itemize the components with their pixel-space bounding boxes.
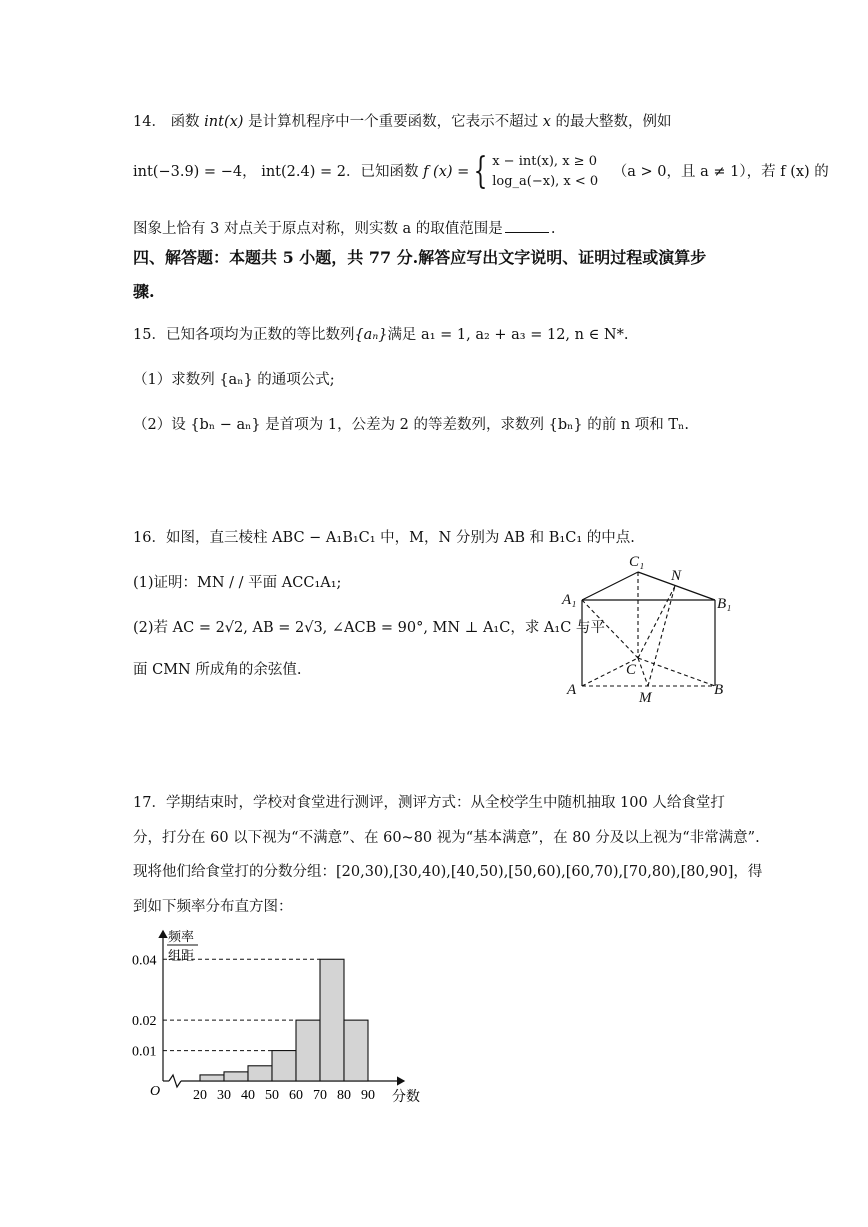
y-tick-label: 0.04 — [132, 953, 157, 969]
label-b: B — [714, 682, 724, 698]
answer-blank — [505, 218, 549, 233]
q15-part2: （2）设 {bₙ − aₙ} 是首项为 1，公差为 2 的等差数列，求数列 {bₙ} 的前 n 项和 Tₙ. — [133, 417, 689, 433]
x-tick-label: 80 — [337, 1088, 351, 1103]
x-tick-label: 90 — [361, 1088, 375, 1103]
origin-label: O — [150, 1084, 161, 1099]
histogram-bar — [272, 1051, 296, 1081]
q16-part2: (2)若 AC = 2√2, AB = 2√3, ∠ACB = 90°, MN ⊥ A₁C，求 A₁C 与平 — [133, 620, 605, 636]
label-n: N — [671, 568, 682, 584]
q14-example1: int(−3.9) = −4 — [133, 164, 243, 180]
histogram-bar — [200, 1075, 224, 1081]
label-c1: C₁ — [629, 554, 645, 570]
case-2: log_a(−x), x < 0 — [492, 174, 599, 189]
y-tick-label: 0.01 — [132, 1044, 157, 1060]
y-tick-label: 0.02 — [132, 1014, 157, 1030]
q14-sep: ， — [242, 164, 257, 180]
q14-example2: int(2.4) = 2 — [261, 164, 346, 180]
segment-cm — [638, 658, 648, 686]
q15-seq: {aₙ} — [354, 327, 388, 343]
x-tick-label: 30 — [217, 1088, 231, 1103]
q14-fx: f (x) = — [423, 164, 470, 180]
q14-condition: （a > 0，且 a ≠ 1），若 f (x) 的 — [612, 164, 829, 180]
q14-line1 — [133, 112, 671, 132]
edge-cb — [638, 658, 715, 686]
q17-line4: 到如下频率分布直方图： — [133, 899, 293, 915]
q15-part1: （1）求数列 {aₙ} 的通项公式; — [133, 372, 335, 388]
segment-cn — [638, 586, 675, 658]
piecewise-cases — [492, 152, 598, 192]
q15-text: 满足 a₁ = 1, a₂ + a₃ = 12, n ∈ N*. — [387, 327, 629, 343]
q14-text: 是计算机程序中一个重要函数，它表示不超过 — [248, 114, 539, 130]
label-a: A — [567, 682, 577, 698]
segment-mn — [648, 586, 675, 686]
segment-a1c — [582, 600, 638, 658]
q16-part2-cont: 面 CMN 所成角的余弦值. — [133, 662, 302, 678]
q17-line3: 现将他们给食堂打的分数分组：[20,30),[30,40),[40,50),[50,60),[60,70),[70,80),[80,90]，得 — [133, 864, 763, 880]
q17-line1: 17．学期结束时，学校对食堂进行测评，测评方式：从全校学生中随机抽取 100 人给食堂打 — [133, 795, 725, 811]
q14-line3 — [133, 218, 555, 239]
x-axis-label: 分数 — [392, 1090, 420, 1105]
x-tick-label: 70 — [313, 1088, 327, 1103]
label-a1: A₁ — [562, 592, 577, 608]
axis-break — [169, 1075, 181, 1087]
q17-line2: 分，打分在 60 以下视为“不满意”、在 60~80 视为“基本满意”，在 80 分及以上视为“非常满意”. — [133, 830, 760, 846]
prism-diagram — [555, 548, 745, 708]
section-heading-cont: 骤. — [133, 282, 155, 301]
piecewise-brace: { — [473, 151, 488, 192]
ylabel-bottom: 组距 — [168, 948, 195, 963]
q14-end: . — [550, 221, 556, 237]
case-1: x − int(x), x ≥ 0 — [492, 154, 597, 169]
histogram-bar — [248, 1066, 272, 1081]
histogram-bar — [320, 959, 344, 1081]
histogram-bar — [344, 1020, 368, 1081]
q14-x: x — [542, 114, 551, 130]
histogram-bar — [296, 1020, 320, 1081]
label-m: M — [639, 690, 652, 706]
edge-a1c1 — [582, 572, 638, 600]
q16-part1: (1)证明：MN / / 平面 ACC₁A₁; — [133, 575, 342, 591]
x-tick-label: 20 — [193, 1088, 207, 1103]
q14-number: 14． — [133, 114, 166, 130]
q14-text: 图象上恰有 3 对点关于原点对称，则实数 a 的取值范围是 — [133, 221, 503, 237]
q14-text: 的最大整数，例如 — [555, 114, 672, 130]
label-c: C — [626, 662, 637, 678]
ylabel-top: 频率 — [168, 929, 195, 944]
q14-text: 函数 — [170, 114, 200, 130]
q14-int-fn: int(x) — [204, 114, 244, 130]
section-heading: 四、解答题：本题共 5 小题，共 77 分.解答应写出文字说明、证明过程或演算步 — [133, 248, 707, 267]
x-tick-label: 60 — [289, 1088, 303, 1103]
q16-stem: 16．如图，直三棱柱 ABC − A₁B₁C₁ 中，M，N 分别为 AB 和 B₁C₁ 的中点. — [133, 530, 635, 546]
q14-text: ．已知函数 — [345, 164, 419, 180]
q14-line2 — [133, 150, 829, 194]
histogram-bar — [224, 1072, 248, 1081]
x-tick-label: 40 — [241, 1088, 255, 1103]
label-b1: B₁ — [717, 596, 732, 612]
x-tick-label: 50 — [265, 1088, 279, 1103]
q15-text: 15．已知各项均为正数的等比数列 — [133, 327, 355, 343]
q15-stem — [133, 325, 628, 345]
frequency-histogram — [130, 925, 430, 1110]
